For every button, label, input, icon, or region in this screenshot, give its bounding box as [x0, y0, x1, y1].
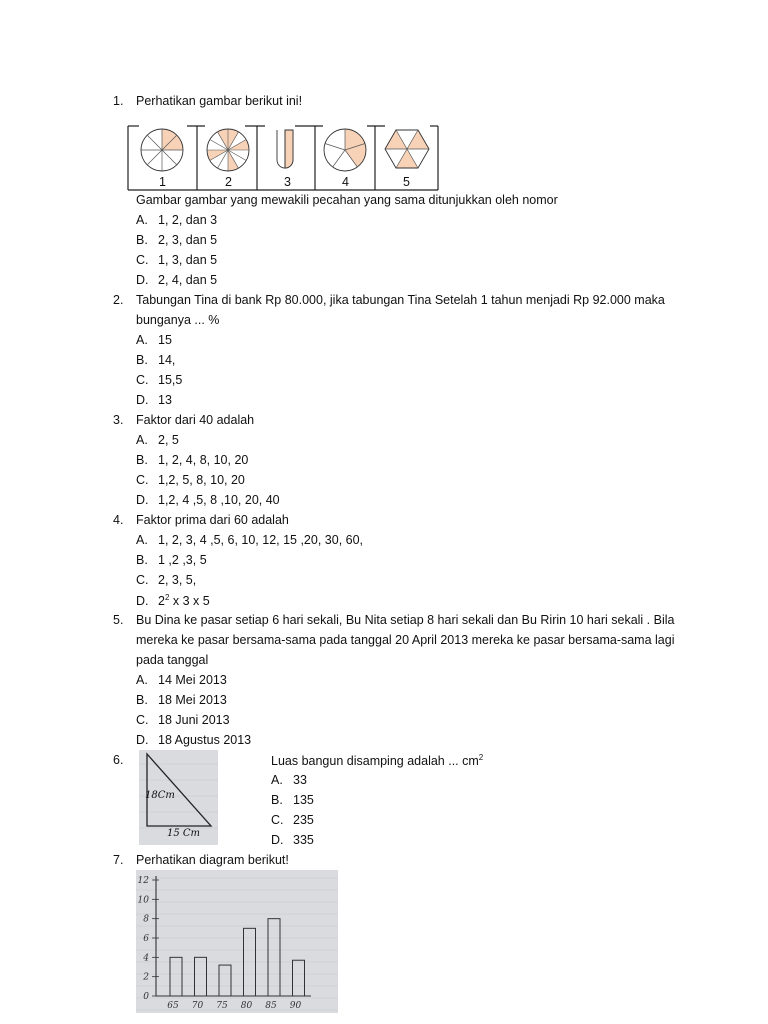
question-6-text-base: Luas bangun disamping adalah ... cm: [271, 754, 479, 769]
question-2-number: 2.: [113, 293, 124, 307]
question-3-text: Faktor dari 40 adalah: [136, 413, 255, 427]
option-letter: A.: [136, 433, 148, 447]
option-letter: A.: [136, 333, 148, 347]
y-tick-label: 12: [137, 876, 149, 886]
option-letter: B.: [136, 453, 148, 467]
figure-label-5: 5: [403, 175, 410, 189]
option-text: 1, 2, 4, 8, 10, 20: [158, 453, 249, 467]
option-text: 335: [293, 833, 314, 847]
question-2-text-line2: bunganya ... %: [136, 313, 220, 327]
y-tick-label: 10: [137, 895, 149, 906]
y-tick-label: 2: [143, 972, 149, 983]
bar-chart: [136, 870, 338, 1013]
option-letter: B.: [136, 353, 148, 367]
option-letter: D.: [136, 273, 149, 287]
question-4-number: 4.: [113, 513, 124, 527]
question-2-option-c: [136, 373, 182, 387]
question-2-option-a: [136, 333, 172, 347]
question-4-text: Faktor prima dari 60 adalah: [136, 513, 289, 527]
bar-65: [170, 957, 182, 996]
option-text-exponent: 2: [164, 593, 170, 602]
option-text: 1,2, 5, 8, 10, 20: [158, 473, 245, 487]
triangle-side-label: 18Cm: [145, 790, 175, 801]
x-tick-label: 65: [167, 1001, 179, 1011]
option-text: 15: [158, 333, 172, 347]
question-4-option-a: [136, 533, 363, 547]
figure-1: [141, 129, 183, 171]
figure-label-2: 2: [225, 175, 232, 189]
bar-90: [293, 960, 305, 996]
figure-label-1: 1: [159, 175, 166, 189]
figure-label-4: 4: [342, 175, 349, 189]
question-5-text-line2: mereka ke pasar bersama-sama pada tanggal 20 April 2013 mereka ke pasar bersama-sama lagi: [136, 633, 675, 647]
option-letter: D.: [136, 733, 149, 747]
option-text: 2, 3, dan 5: [158, 233, 218, 247]
option-text: 14,: [158, 353, 176, 367]
question-1-option-c: [136, 253, 217, 267]
question-1-option-d: [136, 273, 217, 287]
question-5-text-line1: Bu Dina ke pasar setiap 6 hari sekali, Bu Nita setiap 8 hari sekali dan Bu Ririn 10 hari sekali . Bila: [136, 613, 675, 627]
option-letter: D.: [136, 393, 149, 407]
question-7-number: 7.: [113, 853, 124, 867]
option-text: 235: [293, 813, 314, 827]
question-6-unit-exponent: 2: [478, 753, 484, 762]
triangle-photo: [139, 750, 218, 845]
figure-label-3: 3: [284, 175, 291, 189]
y-tick-label: 0: [143, 992, 149, 1002]
option-text: 2, 3, 5,: [158, 573, 197, 587]
question-6-number: 6.: [113, 753, 124, 767]
y-tick-label: 6: [143, 934, 149, 944]
option-text: 33: [293, 773, 307, 787]
x-tick-label: 90: [289, 1001, 302, 1011]
x-tick-label: 80: [240, 1001, 253, 1011]
question-3-option-a: [136, 433, 179, 447]
y-tick-label: 4: [143, 953, 149, 964]
option-letter: C.: [136, 713, 149, 727]
question-1-subtext: Gambar gambar yang mewakili pecahan yang sama ditunjukkan oleh nomor: [136, 193, 558, 207]
question-6-option-a: [271, 773, 307, 787]
triangle-base-label: 15 Cm: [167, 828, 201, 839]
option-text: 18 Juni 2013: [158, 713, 230, 727]
question-4-option-b: [136, 553, 207, 567]
option-text: 1, 3, dan 5: [158, 253, 218, 267]
question-5-option-b: [136, 693, 227, 707]
figure-3: [277, 130, 293, 168]
question-7-text: Perhatikan diagram berikut!: [136, 853, 289, 867]
option-letter: D.: [136, 594, 149, 609]
question-6-option-d: [271, 833, 314, 847]
question-4-option-d: [136, 593, 210, 608]
option-letter: A.: [136, 673, 148, 687]
figure-4: [324, 129, 366, 171]
question-1-option-a: [136, 213, 217, 227]
option-letter: C.: [136, 573, 149, 587]
bar-75: [219, 965, 231, 996]
option-letter: D.: [271, 833, 284, 847]
bar-85: [268, 919, 280, 996]
option-letter: B.: [136, 693, 148, 707]
x-tick-label: 70: [191, 1001, 204, 1011]
x-tick-label: 75: [216, 1001, 228, 1011]
question-3-option-b: [136, 453, 248, 467]
question-6-text: [271, 753, 483, 768]
question-3-option-d: [136, 493, 280, 507]
option-text: 1 ,2 ,3, 5: [158, 553, 207, 567]
bar-70: [195, 957, 207, 996]
option-letter: A.: [271, 773, 283, 787]
question-5-option-d: [136, 733, 251, 747]
option-letter: A.: [136, 533, 148, 547]
option-letter: C.: [136, 373, 149, 387]
bar-chart-photo: [136, 870, 338, 1013]
figure-2: [207, 129, 249, 171]
option-text: 15,5: [158, 373, 183, 387]
fraction-figures: [125, 124, 443, 195]
question-2-text-line1: Tabungan Tina di bank Rp 80.000, jika tabungan Tina Setelah 1 tahun menjadi Rp 92.000 maka: [136, 293, 665, 307]
option-text-rest: x 3 x 5: [169, 594, 210, 609]
option-letter: A.: [136, 213, 148, 227]
question-5-option-a: [136, 673, 227, 687]
option-text: 1, 2, dan 3: [158, 213, 218, 227]
question-6-option-c: [271, 813, 314, 827]
question-5-option-c: [136, 713, 230, 727]
option-text: 2, 5: [158, 433, 179, 447]
option-letter: B.: [271, 793, 283, 807]
option-text: 18 Agustus 2013: [158, 733, 252, 747]
question-2-option-d: [136, 393, 172, 407]
option-letter: B.: [136, 553, 148, 567]
question-4-option-c: [136, 573, 196, 587]
option-text: 135: [293, 793, 314, 807]
question-5-number: 5.: [113, 613, 124, 627]
question-1-option-b: [136, 233, 217, 247]
option-text: 2, 4, dan 5: [158, 273, 218, 287]
option-letter: C.: [136, 253, 149, 267]
y-tick-label: 8: [143, 914, 149, 925]
question-2-option-b: [136, 353, 175, 367]
option-text: 1, 2, 3, 4 ,5, 6, 10, 12, 15 ,20, 30, 60,: [158, 533, 364, 547]
question-3-number: 3.: [113, 413, 124, 427]
option-text: 18 Mei 2013: [158, 693, 227, 707]
option-letter: C.: [136, 473, 149, 487]
question-6-option-b: [271, 793, 314, 807]
question-3-option-c: [136, 473, 245, 487]
option-letter: B.: [136, 233, 148, 247]
option-text-base: 2: [158, 594, 165, 609]
option-letter: C.: [271, 813, 284, 827]
x-tick-label: 85: [265, 1001, 277, 1011]
option-letter: D.: [136, 493, 149, 507]
option-text: 13: [158, 393, 172, 407]
question-5-text-line3: pada tanggal: [136, 653, 209, 667]
figure-5: [385, 130, 429, 168]
option-text: 1,2, 4 ,5, 8 ,10, 20, 40: [158, 493, 280, 507]
question-1-number: 1.: [113, 94, 124, 108]
question-1-text: Perhatikan gambar berikut ini!: [136, 94, 303, 108]
option-text: 14 Mei 2013: [158, 673, 227, 687]
